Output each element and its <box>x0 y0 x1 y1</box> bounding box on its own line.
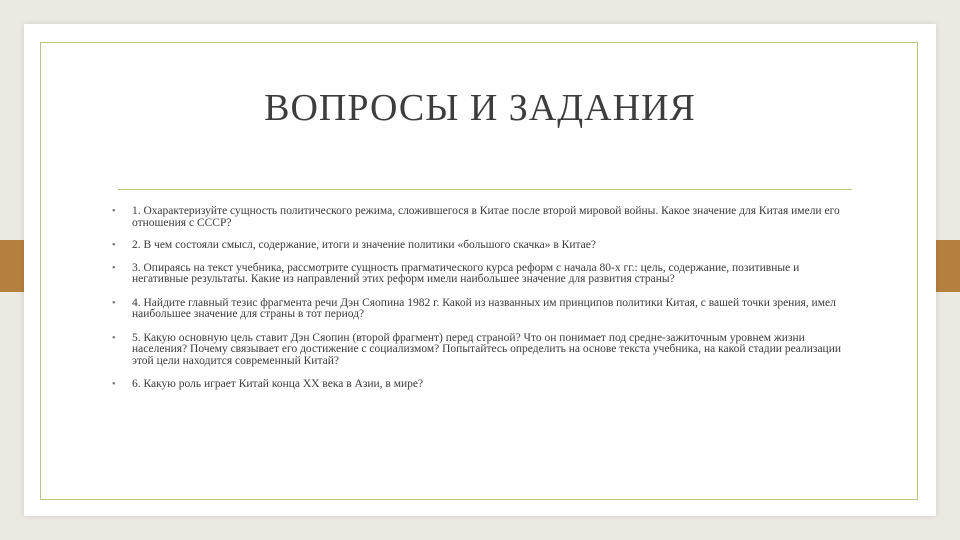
title-divider <box>118 189 852 190</box>
question-text: 3. Опираясь на текст учебника, рассмотрите сущность прагматического курса реформ с начала 80-х гг.: цель, содержание, позитивные и негативные результаты. Какие из направлений этих реформ имели наибольшее значение для развития страны? <box>132 261 800 285</box>
question-text: 2. В чем состояли смысл, содержание, итоги и значение политики «большого скачка» в Китае? <box>132 239 596 251</box>
bullet-icon: • <box>112 262 116 274</box>
question-text: 4. Найдите главный тезис фрагмента речи Дэн Сяопина 1982 г. Какой из названных им принципов политики Китая, с вашей точки зрения, имел наибольшее значение для страны в тот период? <box>132 296 836 320</box>
bullet-icon: • <box>112 297 116 309</box>
question-item <box>112 298 852 321</box>
slide <box>24 24 936 516</box>
question-text: 5. Какую основную цель ставит Дэн Сяопин (второй фрагмент) перед страной? Что он понимает под средне-зажиточным уровнем жизни населения? Почему связывает его достижение с социализмом? Попытайтесь определить на основе текста учебника, на какой стадии реализации этой цели находится современный Китай? <box>132 331 842 367</box>
question-item <box>112 206 852 229</box>
bullet-icon: • <box>112 240 116 251</box>
bullet-icon: • <box>112 206 116 217</box>
bullet-icon: • <box>112 379 116 390</box>
question-list <box>112 206 852 391</box>
question-text: 1. Охарактеризуйте сущность политического режима, сложившегося в Китае после второй мировой войны. Какое значение для Китая имели его отношения с СССР? <box>132 205 840 229</box>
question-item <box>112 263 852 286</box>
question-text: 6. Какую роль играет Китай конца XX века в Азии, в мире? <box>132 378 424 390</box>
bullet-icon: • <box>112 332 116 344</box>
slide-title: ВОПРОСЫ И ЗАДАНИЯ <box>264 87 696 129</box>
question-item <box>112 333 852 368</box>
question-item <box>112 240 852 252</box>
question-item <box>112 379 852 391</box>
